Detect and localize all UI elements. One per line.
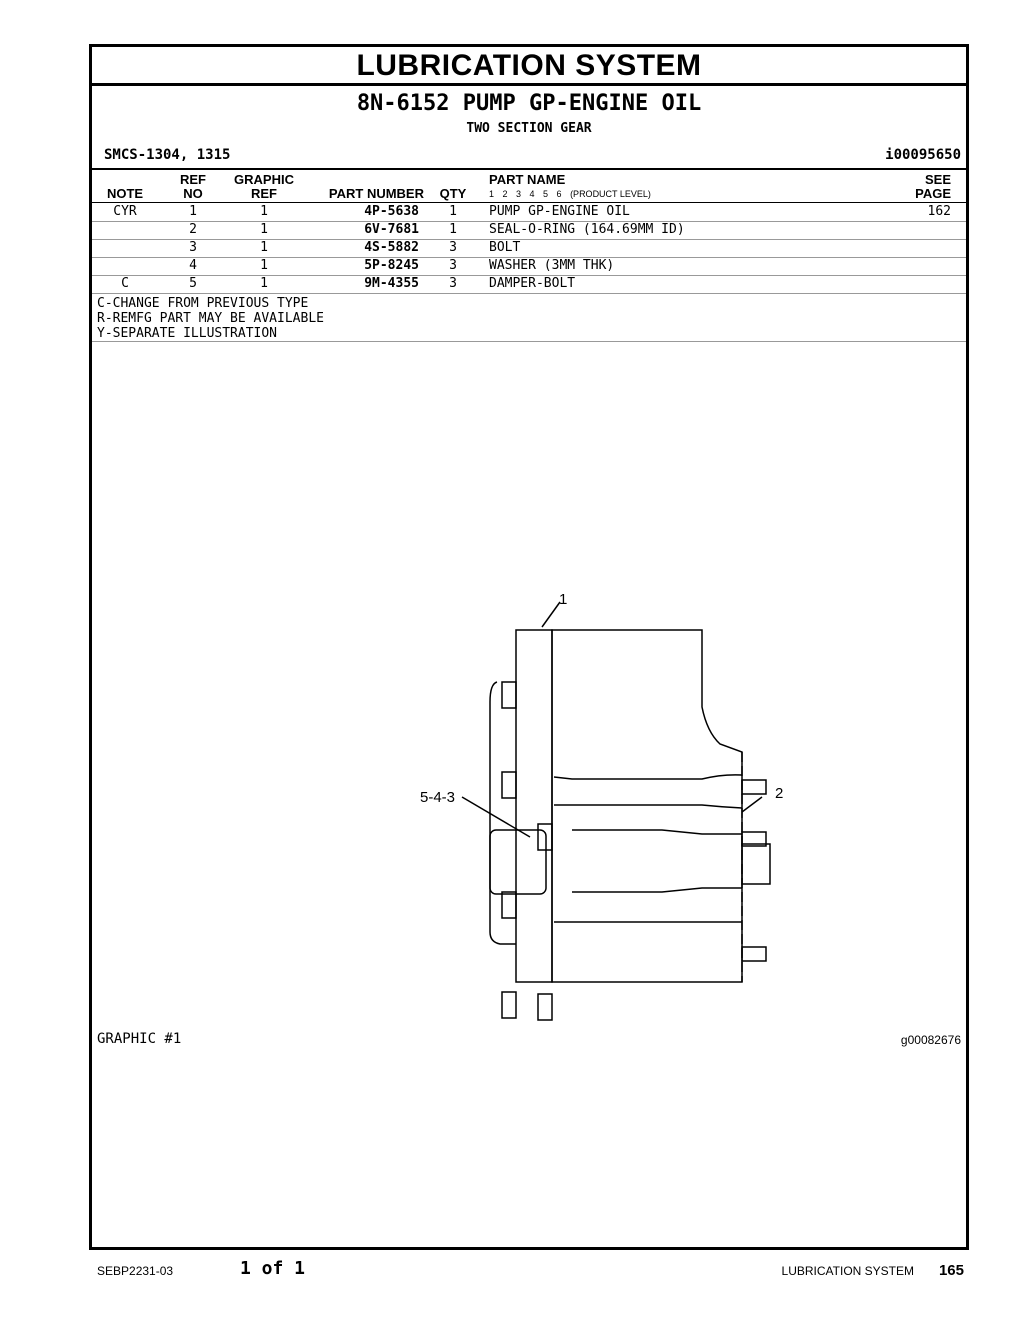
row-note: CYR (113, 204, 137, 219)
row-part-number[interactable]: 9M-4355 (364, 276, 419, 291)
row-graphic-ref: 1 (260, 222, 268, 237)
group-subtitle: TWO SECTION GEAR (466, 121, 592, 136)
shaft-spline (742, 844, 770, 884)
row-graphic-ref: 1 (260, 204, 268, 219)
row-qty: 3 (449, 258, 457, 273)
pump-inner-center (572, 830, 742, 892)
col-ref-no (173, 173, 213, 201)
row-part-name: DAMPER-BOLT (489, 276, 576, 291)
col-graphic-ref (229, 173, 299, 201)
col-see-page-line2: PAGE (915, 186, 951, 201)
stud-lower (742, 947, 766, 961)
stud-top (742, 780, 766, 794)
product-level-label: (PRODUCT LEVEL) (570, 189, 651, 199)
row-ref: 4 (189, 258, 197, 273)
table-row (92, 239, 966, 258)
page-frame (89, 44, 969, 1250)
row-qty: 1 (449, 204, 457, 219)
row-graphic-ref: 1 (260, 276, 268, 291)
leader-543 (462, 797, 530, 837)
row-part-number[interactable]: 6V-7681 (364, 222, 419, 237)
col-part-name: PART NAME (489, 172, 566, 187)
callout-2: 2 (775, 785, 784, 802)
table-row (92, 275, 966, 294)
row-part-number[interactable]: 5P-8245 (364, 258, 419, 273)
row-ref: 5 (189, 276, 197, 291)
row-ref: 3 (189, 240, 197, 255)
bolt-head-5 (538, 994, 552, 1020)
bolt-head-4 (538, 824, 552, 850)
row-part-number[interactable]: 4S-5882 (364, 240, 419, 255)
row-see-page[interactable]: 162 (927, 204, 951, 219)
col-ref-no-line1: REF (180, 172, 206, 187)
leader-2 (742, 797, 762, 812)
row-part-name: PUMP GP-ENGINE OIL (489, 204, 630, 219)
smcs-codes: SMCS-1304, 1315 (104, 147, 231, 163)
group-title: 8N-6152 PUMP GP-ENGINE OIL (356, 91, 702, 116)
leader-1 (542, 602, 560, 627)
callout-1: 1 (559, 592, 568, 608)
table-row (92, 221, 966, 240)
bolt-head-2 (502, 772, 516, 798)
row-part-number[interactable]: 4P-5638 (364, 204, 419, 219)
footer-section: LUBRICATION SYSTEM (781, 1264, 914, 1278)
col-ref-no-line2: NO (183, 186, 203, 201)
row-qty: 1 (449, 222, 457, 237)
row-part-name: BOLT (489, 240, 521, 255)
header-divider (92, 168, 966, 170)
bolt-head-1 (502, 682, 516, 708)
row-ref: 1 (189, 204, 197, 219)
section-title: LUBRICATION SYSTEM (92, 47, 966, 86)
callout-543: 5-4-3 (420, 789, 456, 806)
row-part-name: WASHER (3MM THK) (489, 258, 615, 273)
row-graphic-ref: 1 (260, 240, 268, 255)
pump-flange (516, 630, 552, 982)
col-note: NOTE (106, 186, 144, 201)
table-row (92, 257, 966, 276)
legend-item: Y-SEPARATE ILLUSTRATION (97, 326, 278, 341)
row-note: C (121, 276, 129, 291)
legend-item: R-REMFG PART MAY BE AVAILABLE (97, 311, 324, 326)
bolt-head-6 (502, 992, 516, 1018)
note-legend (97, 296, 324, 341)
footer-doc-number: SEBP2231-03 (97, 1264, 174, 1278)
col-qty: QTY (439, 186, 467, 201)
illustration-id: i00095650 (885, 147, 961, 163)
row-graphic-ref: 1 (260, 258, 268, 273)
product-level-numbers: 1 2 3 4 5 6 (489, 189, 562, 199)
footer-page-of: 1 of 1 (240, 1258, 306, 1279)
col-graphic-ref-line1: GRAPHIC (234, 172, 294, 187)
table-row (92, 203, 966, 222)
col-see-page-line1: SEE (924, 172, 951, 187)
legend-item: C-CHANGE FROM PREVIOUS TYPE (97, 296, 309, 311)
graphic-id: g00082676 (900, 1033, 961, 1047)
footer-page-number: 165 (938, 1262, 964, 1279)
row-ref: 2 (189, 222, 197, 237)
pump-flange-lip (490, 682, 516, 944)
row-qty: 3 (449, 240, 457, 255)
pump-illustration (322, 592, 802, 1022)
row-part-name: SEAL-O-RING (164.69MM ID) (489, 222, 685, 237)
col-see-page (906, 173, 951, 201)
product-levels (489, 189, 651, 199)
legend-divider (92, 341, 966, 342)
col-graphic-ref-line2: REF (251, 186, 277, 201)
row-qty: 3 (449, 276, 457, 291)
col-part-number: PART NUMBER (328, 186, 424, 201)
graphic-label: GRAPHIC #1 (97, 1031, 182, 1047)
bolt-head-3 (502, 892, 516, 918)
pump-inner-upper (554, 775, 742, 779)
pump-inner-mid (554, 805, 742, 808)
